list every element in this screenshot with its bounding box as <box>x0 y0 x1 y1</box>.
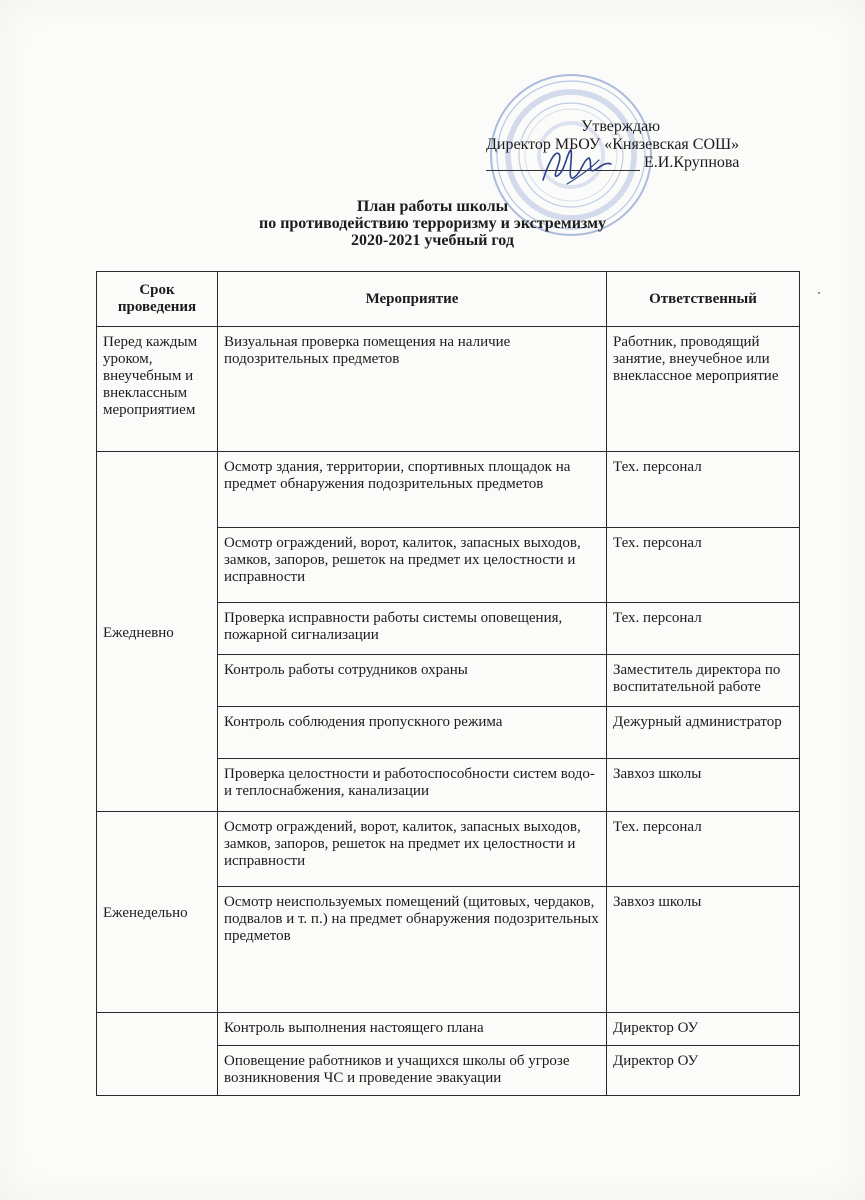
period-cell <box>97 1013 218 1096</box>
activity-cell: Проверка исправности работы системы оповещения, пожарной сигнализации <box>218 603 607 655</box>
title-line-2: по противодействию терроризму и экстремизму <box>258 215 607 232</box>
table-row <box>97 812 800 887</box>
responsible-cell: Заместитель директора по воспитательной работе <box>607 655 800 707</box>
responsible-cell: Директор ОУ <box>607 1046 800 1096</box>
activity-cell: Контроль выполнения настоящего плана <box>218 1013 607 1046</box>
plan-table <box>96 271 800 1096</box>
responsible-cell: Тех. персонал <box>607 603 800 655</box>
approval-title: Утверждаю <box>581 118 661 135</box>
responsible-cell: Тех. персонал <box>607 452 800 528</box>
responsible-cell: Работник, проводящий занятие, внеучебное или внеклассное мероприятие <box>607 327 800 452</box>
approver-name: Е.И.Крупнова <box>644 154 740 171</box>
header-period: Срок проведения <box>97 272 218 327</box>
title-line-3: 2020-2021 учебный год <box>351 232 514 249</box>
responsible-cell: Тех. персонал <box>607 812 800 887</box>
activity-cell: Осмотр ограждений, ворот, калиток, запасных выходов, замков, запоров, решеток на предмет их целостности и исправности <box>218 528 607 603</box>
table-row <box>97 327 800 452</box>
handwritten-signature <box>537 140 617 190</box>
responsible-cell: Завхоз школы <box>607 759 800 812</box>
activity-cell: Контроль соблюдения пропускного режима <box>218 707 607 759</box>
approval-role: Директор МБОУ «Князевская СОШ» <box>486 136 740 153</box>
header-activity: Мероприятие <box>218 272 607 327</box>
table-row <box>97 1013 800 1046</box>
header-responsible: Ответственный <box>607 272 800 327</box>
table-row <box>97 452 800 528</box>
responsible-cell: Завхоз школы <box>607 887 800 1013</box>
scan-speck <box>818 292 820 294</box>
responsible-cell: Тех. персонал <box>607 528 800 603</box>
activity-cell: Контроль работы сотрудников охраны <box>218 655 607 707</box>
responsible-cell: Дежурный администратор <box>607 707 800 759</box>
activity-cell: Визуальная проверка помещения на наличие подозрительных предметов <box>218 327 607 452</box>
period-cell: Еженедельно <box>97 812 218 1013</box>
header-row <box>97 272 800 327</box>
activity-cell: Проверка целостности и работоспособности систем водо- и теплоснабжения, канализации <box>218 759 607 812</box>
activity-cell: Осмотр ограждений, ворот, калиток, запасных выходов, замков, запоров, решеток на предмет их целостности и исправности <box>218 812 607 887</box>
responsible-cell: Директор ОУ <box>607 1013 800 1046</box>
activity-cell: Осмотр здания, территории, спортивных площадок на предмет обнаружения подозрительных предметов <box>218 452 607 528</box>
period-cell: Ежедневно <box>97 452 218 812</box>
period-cell: Перед каждым уроком, внеучебным и внеклассным мероприятием <box>97 327 218 452</box>
document-title <box>0 198 865 249</box>
activity-cell: Осмотр неиспользуемых помещений (щитовых, чердаков, подвалов и т. п.) на предмет обнаружения подозрительных предметов <box>218 887 607 1013</box>
title-line-1: План работы школы <box>356 198 509 215</box>
activity-cell: Оповещение работников и учащихся школы об угрозе возникновения ЧС и проведение эвакуации <box>218 1046 607 1096</box>
